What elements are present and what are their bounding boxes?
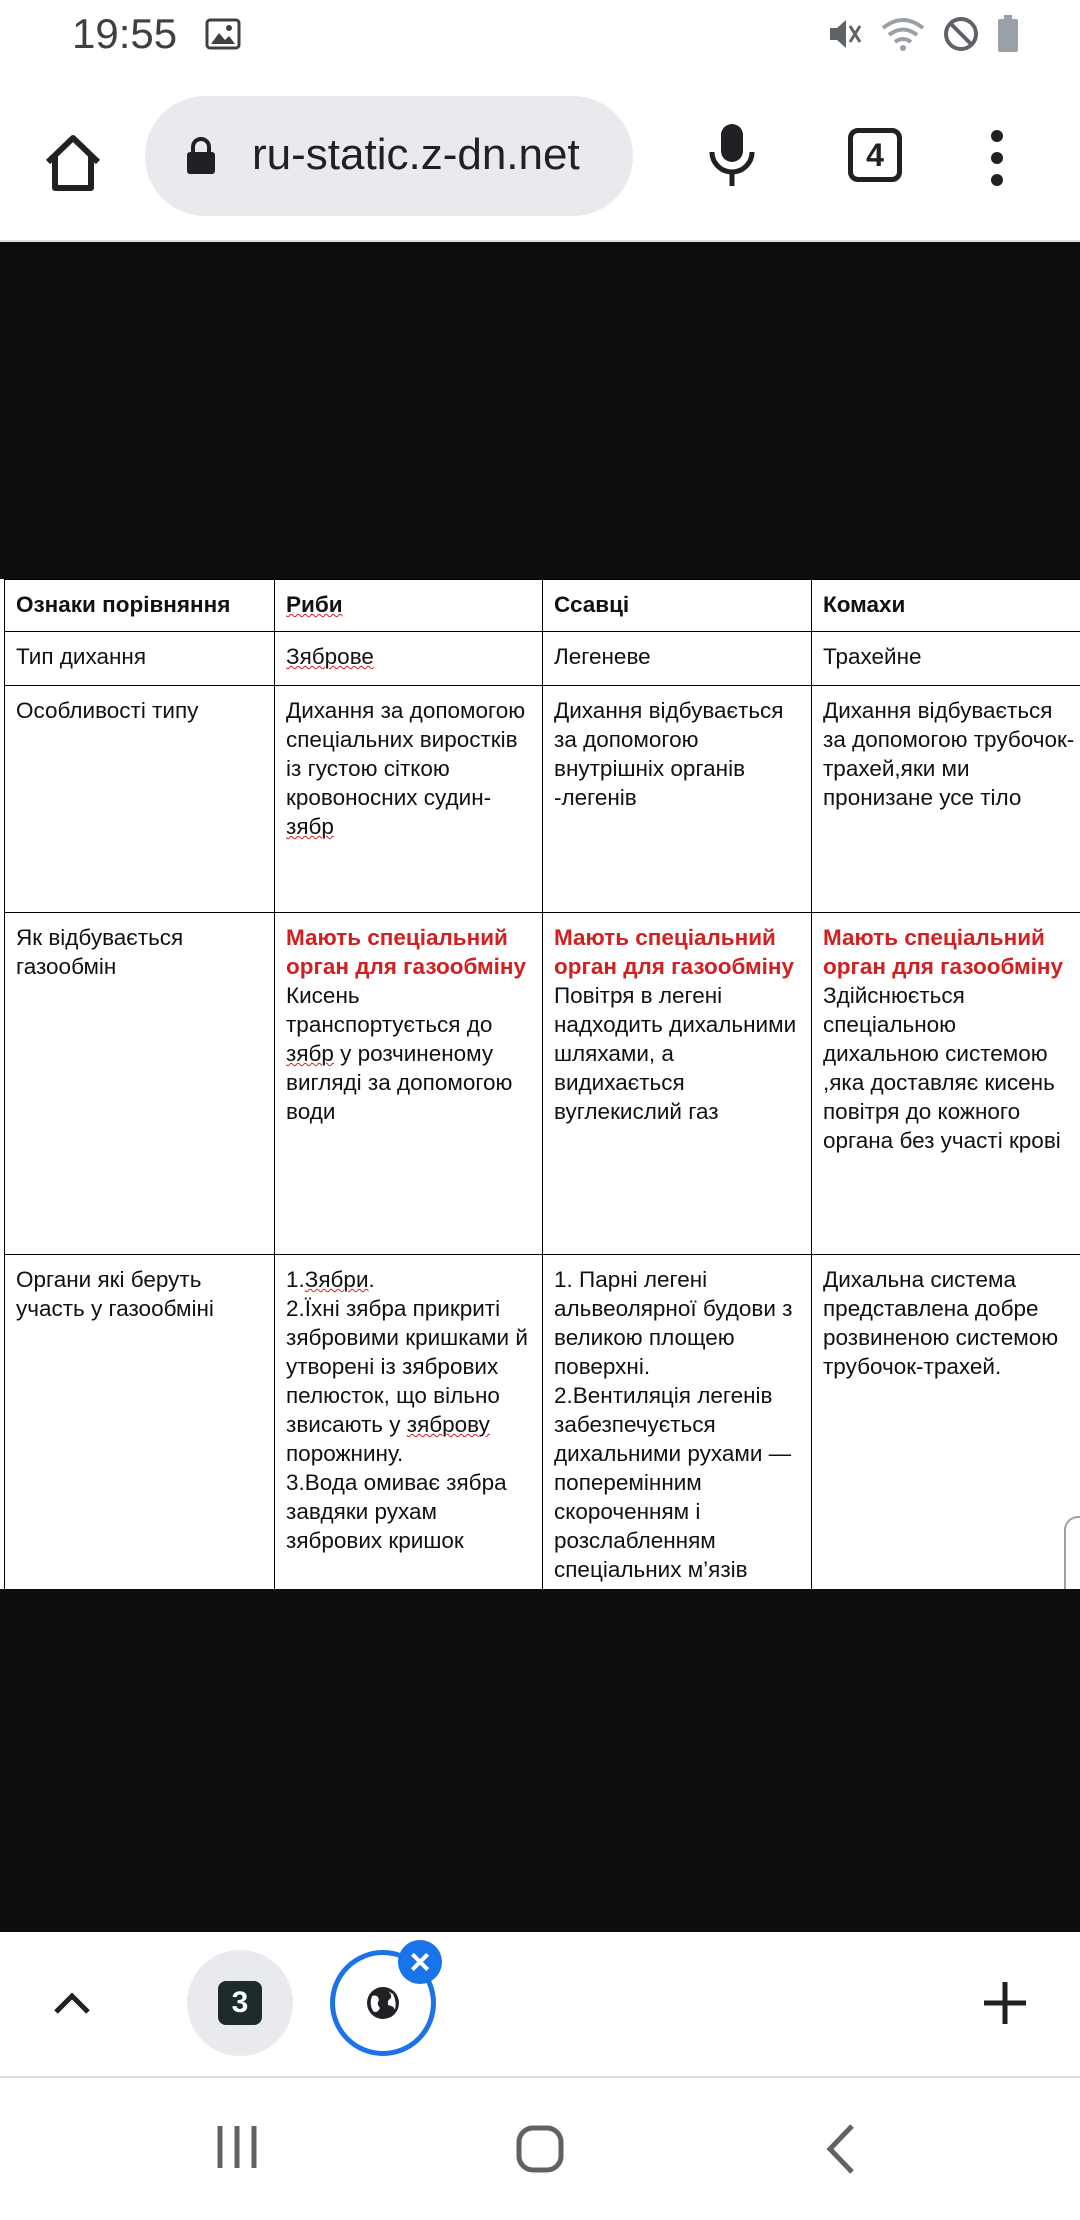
tab-switcher-button[interactable]: 4 <box>848 128 902 182</box>
table-cell: Дихальна система представлена добре розвиненою системою трубочок-трахей. <box>812 1255 1080 1590</box>
home-icon[interactable] <box>38 128 108 198</box>
back-icon[interactable] <box>824 2122 856 2176</box>
table-cell: Дихання за допомогою спеціальних виростків із густою сіткою кровоносних судин-зябр <box>275 686 543 913</box>
site-favicon: 3 <box>218 1981 262 2025</box>
table-cell: Зяброве <box>275 632 543 686</box>
page-content[interactable] <box>0 242 1080 1932</box>
header-cell: Риби <box>275 580 543 632</box>
table-cell: Легеневе <box>543 632 812 686</box>
more-menu-icon[interactable] <box>982 126 1012 190</box>
table-row <box>5 1255 1080 1590</box>
close-tab-icon[interactable]: × <box>398 1940 442 1984</box>
scroll-handle[interactable] <box>1064 1516 1080 1589</box>
status-time: 19:55 <box>72 10 178 57</box>
header-cell: Ознаки порівняння <box>5 580 275 632</box>
chevron-up-icon[interactable] <box>50 1982 94 2026</box>
battery-icon <box>996 14 1020 54</box>
mute-icon <box>826 16 864 52</box>
new-tab-plus-icon[interactable] <box>982 1980 1028 2026</box>
url-text: ru-static.z-dn.net <box>252 130 580 179</box>
recent-apps-icon[interactable] <box>214 2122 260 2172</box>
table-cell: Мають спеціальний орган для газообміну Кисень транспортується до зябр у розчиненому вигляді за допомогою води <box>275 913 543 1255</box>
header-cell: Ссавці <box>543 580 812 632</box>
image-icon <box>205 18 241 50</box>
system-navigation-bar <box>0 2078 1080 2220</box>
highlight-text: Мають спеціальний орган для газообміну <box>286 925 527 979</box>
address-bar[interactable] <box>145 96 633 216</box>
home-nav-icon[interactable] <box>515 2124 565 2174</box>
table-cell: Мають спеціальний орган для газообміну Повітря в легені надходить дихальними шляхами, а видихається вуглекислий газ <box>543 913 812 1255</box>
row-label: Як відбувається газообмін <box>5 913 275 1255</box>
browser-toolbar <box>0 88 1080 238</box>
row-label: Тип дихання <box>5 632 275 686</box>
row-label: Особливості типу <box>5 686 275 913</box>
microphone-icon[interactable] <box>704 120 760 192</box>
table-header-row <box>5 580 1080 632</box>
wifi-icon <box>880 16 926 52</box>
do-not-disturb-icon <box>942 15 980 53</box>
comparison-table-image <box>0 579 1080 1589</box>
table-cell: Трахейне <box>812 632 1080 686</box>
table-row <box>5 632 1080 686</box>
lock-icon <box>185 136 217 176</box>
highlight-text: Мають спеціальний орган для газообміну <box>554 925 795 979</box>
tab-thumbnail[interactable] <box>187 1950 293 2056</box>
table-cell: 1.Зябри. 2.Їхні зябра прикриті зябровими кришками й утворені із зябрових пелюсток, що вільно звисають у зяброву порожнину. 3.Вода омиває зябра завдяки рухам зябрових кришок <box>275 1255 543 1590</box>
table-cell: Мають спеціальний орган для газообміну Здійснюється спеціальною дихальною системою ,яка доставляє кисень повітря до кожного органа без участі крові <box>812 913 1080 1255</box>
table-cell: Дихання відбувається за допомогою внутрішніх органів -легенів <box>543 686 812 913</box>
row-label: Органи які беруть участь у газообміні <box>5 1255 275 1590</box>
header-cell: Комахи <box>812 580 1080 632</box>
table-cell: 1. Парні легені альвеолярної будови з великою площею поверхні. 2.Вентиляція легенів забезпечується дихальними рухами — поперемінним скороченням і розслабленням спеціальних м’язів <box>543 1255 812 1590</box>
highlight-text: Мають спеціальний орган для газообміну <box>823 925 1064 979</box>
status-bar <box>0 0 1080 72</box>
table-row <box>5 686 1080 913</box>
tab-strip <box>0 1932 1080 2076</box>
comparison-table <box>4 579 1080 1589</box>
table-row <box>5 913 1080 1255</box>
table-cell: Дихання відбувається за допомогою трубочок-трахей,яки ми пронизане усе тіло <box>812 686 1080 913</box>
globe-icon <box>364 1984 402 2022</box>
